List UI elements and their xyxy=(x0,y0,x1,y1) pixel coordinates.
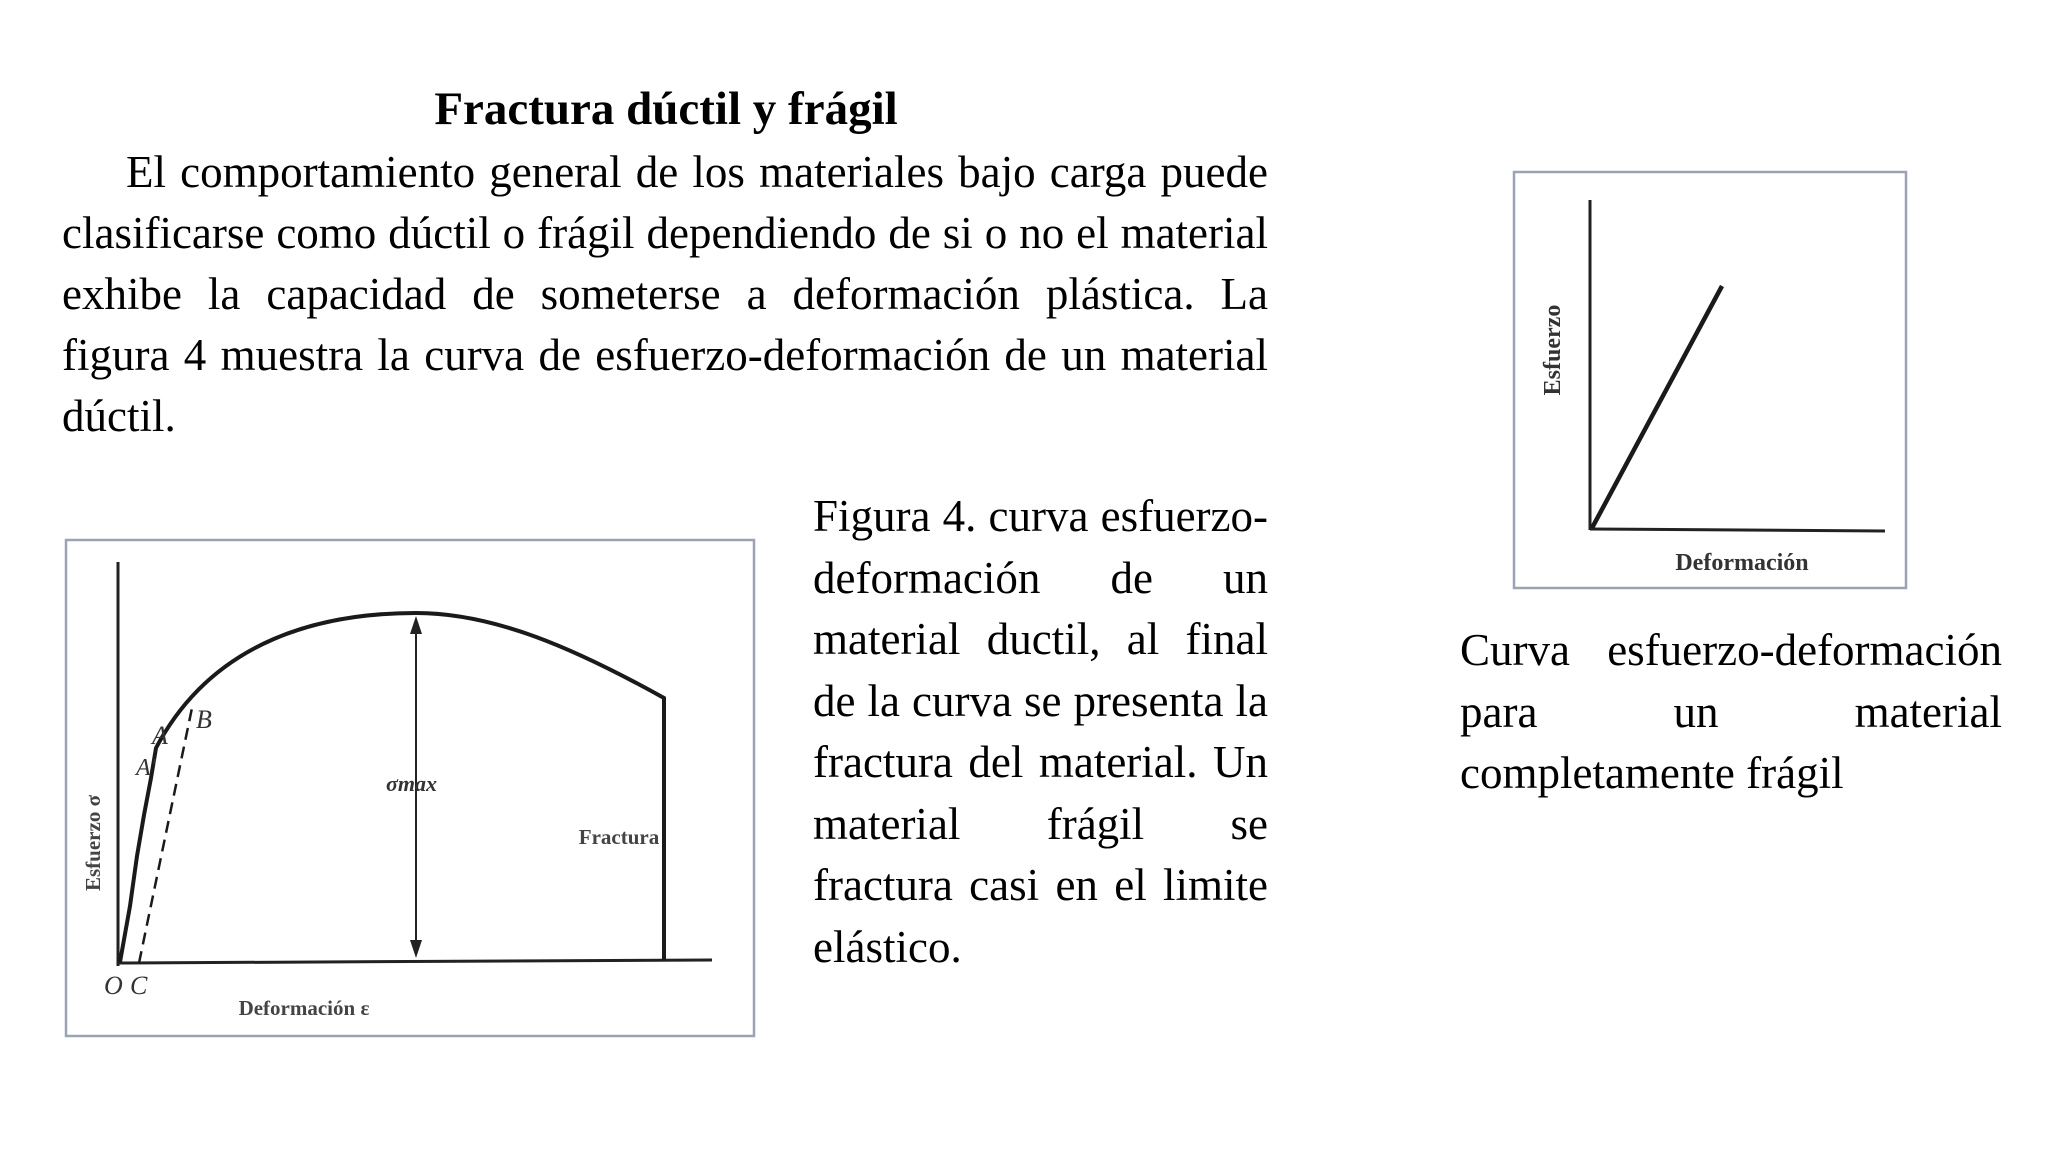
point-b-label: B xyxy=(196,705,212,734)
point-c-label: C xyxy=(130,971,148,1000)
y-axis-label: Esfuerzo xyxy=(1540,304,1566,396)
intro-paragraph: El comportamiento general de los materiales bajo carga puede clasificarse como dúctil o frágil dependiendo de si o no el material exhibe la capacidad de someterse a deformación plástica. La figura 4 muestra la curva de esfuerzo-deformación de un material dúctil. xyxy=(62,147,1268,441)
page-title: Fractura dúctil y frágil xyxy=(434,83,898,135)
figure-frame xyxy=(1514,172,1906,588)
x-axis-label: Deformación xyxy=(1675,550,1809,576)
figure4-caption: Figura 4. curva esfuerzo-deformación de un material ductil, al final de la curva se presenta la fractura del material. Un material frágil se fractura casi en el limite elástico. xyxy=(813,491,1268,972)
brittle-figure-caption: Curva esfuerzo-deformación para un material completamente frágil xyxy=(1460,625,2002,798)
fracture-label: Fractura xyxy=(578,825,660,849)
x-axis xyxy=(1590,529,1885,531)
point-a-label: A xyxy=(152,721,168,750)
x-axis-label: Deformación ε xyxy=(238,996,370,1020)
ductile-stress-strain-figure xyxy=(64,538,756,1038)
brittle-stress-strain-figure xyxy=(1512,170,1908,590)
y-axis-label: Esfuerzo σ xyxy=(81,795,105,891)
point-a-prime-label: A' xyxy=(136,755,156,781)
sigma-max-label: σmax xyxy=(386,771,437,796)
point-o-label: O xyxy=(104,971,123,1000)
